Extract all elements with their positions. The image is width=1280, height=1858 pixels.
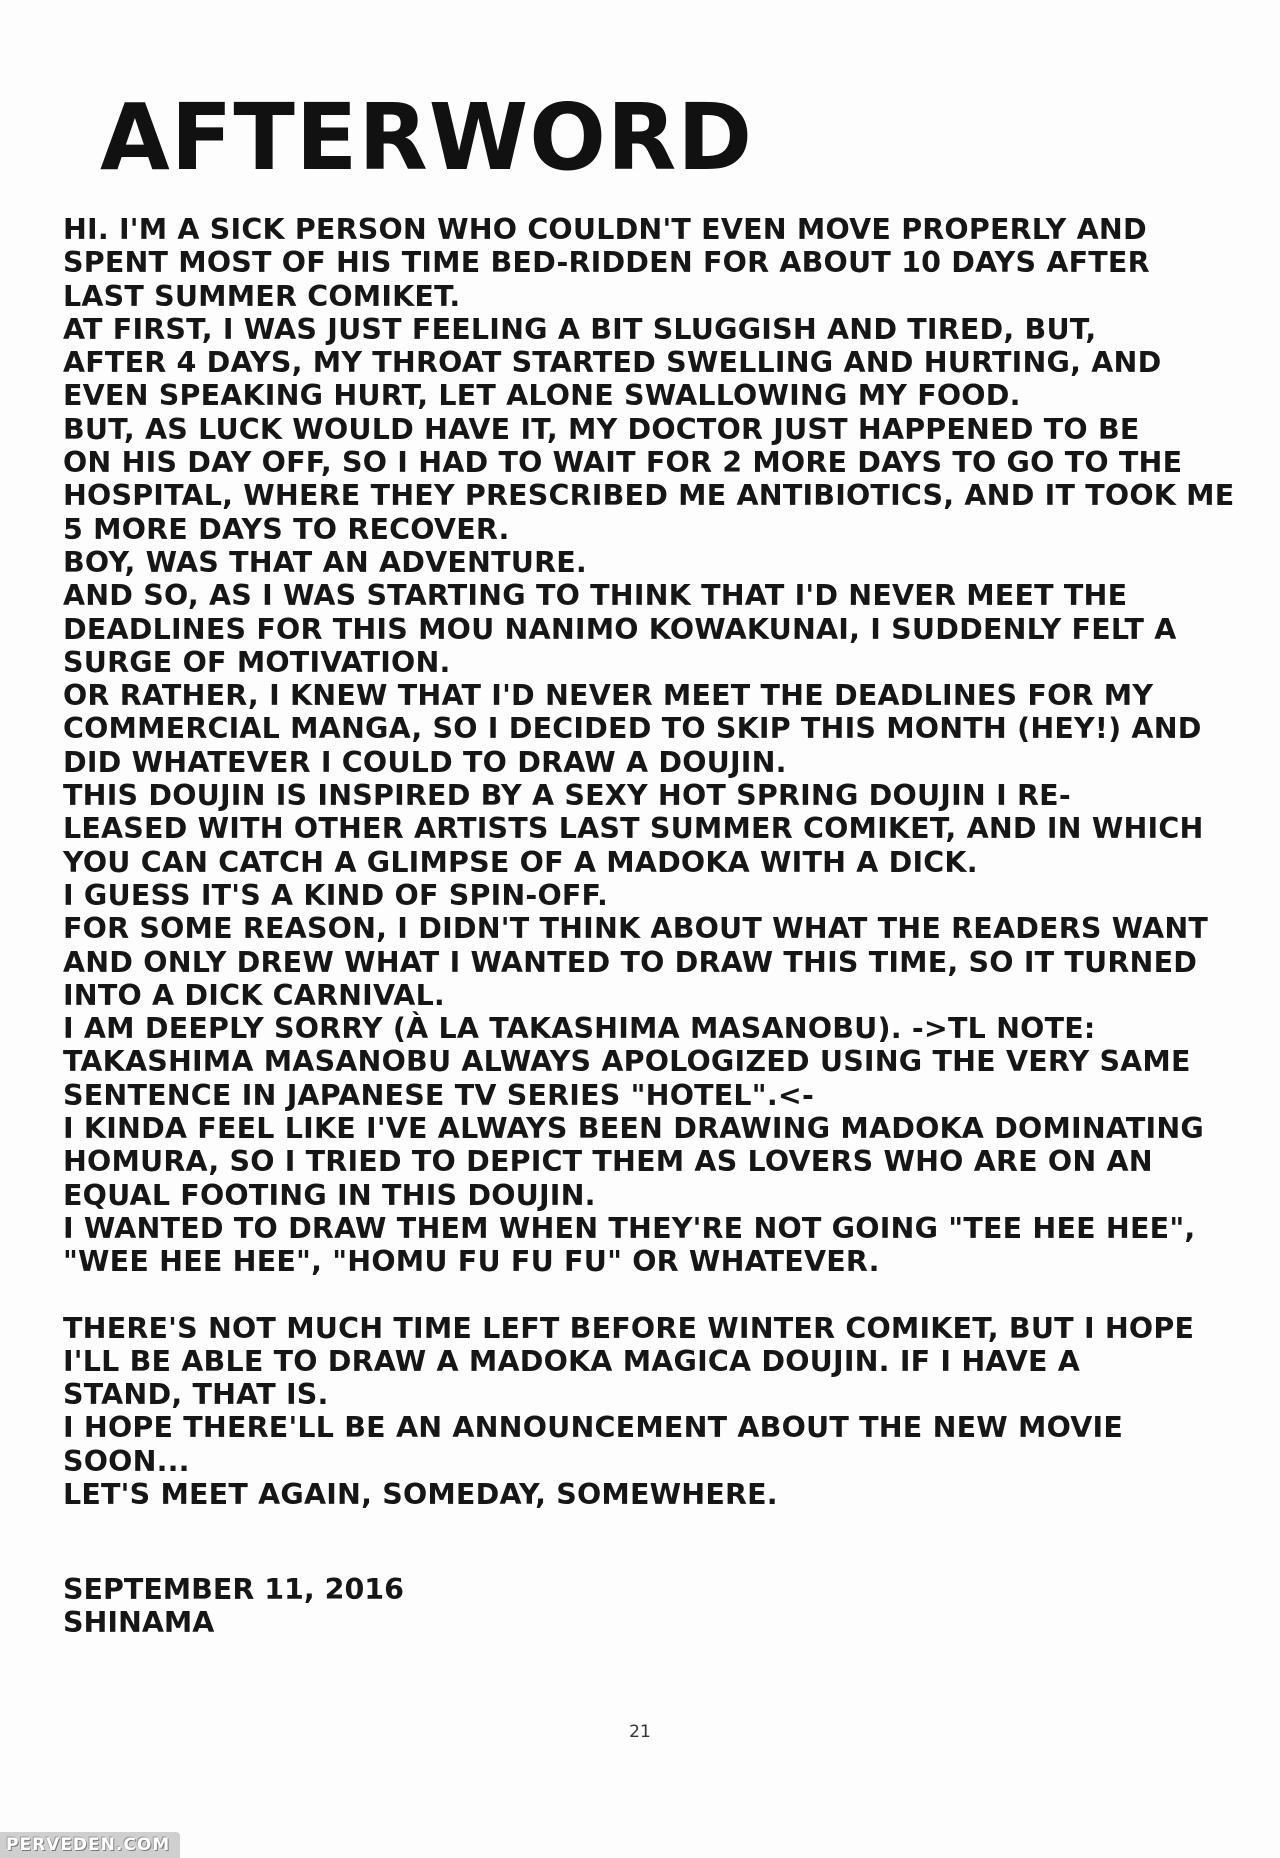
afterword-body <box>63 213 1243 1511</box>
text-line: LET'S MEET AGAIN, SOMEDAY, SOMEWHERE. <box>63 1477 778 1511</box>
page-number: 21 <box>629 1722 651 1742</box>
text-line: THIS DOUJIN IS INSPIRED BY A SEXY HOT SPRING DOUJIN I RE- <box>63 779 1071 813</box>
text-line: INTO A DICK CARNIVAL. <box>63 978 445 1012</box>
text-line: ON HIS DAY OFF, SO I HAD TO WAIT FOR 2 MORE DAYS TO GO TO THE <box>63 446 1183 480</box>
text-line: AT FIRST, I WAS JUST FEELING A BIT SLUGGISH AND TIRED, BUT, <box>63 312 1097 346</box>
text-line: I AM DEEPLY SORRY (À LA TAKASHIMA MASANOBU). ->TL NOTE: <box>63 1012 1096 1046</box>
paragraph-main <box>63 213 1243 1279</box>
text-line: BOY, WAS THAT AN ADVENTURE. <box>63 545 587 579</box>
text-line: SURGE OF MOTIVATION. <box>63 645 451 679</box>
signature-block <box>63 1573 404 1639</box>
paragraph-closing <box>63 1312 1243 1512</box>
signature-author: SHINAMA <box>63 1606 215 1639</box>
page-title: AFTERWORD <box>100 84 754 191</box>
text-line: SOON... <box>63 1444 190 1478</box>
paragraph-gap <box>63 1279 1243 1312</box>
signature-date: SEPTEMBER 11, 2016 <box>63 1573 404 1606</box>
site-watermark <box>0 1832 180 1858</box>
watermark-text: PERVEDEN.COM <box>6 1835 171 1855</box>
text-line: I'LL BE ABLE TO DRAW A MADOKA MAGICA DOUJIN. IF I HAVE A <box>63 1344 1081 1378</box>
text-line: DEADLINES FOR THIS MOU NANIMO KOWAKUNAI, I SUDDENLY FELT A <box>63 612 1177 646</box>
text-line: DID WHATEVER I COULD TO DRAW A DOUJIN. <box>63 745 787 779</box>
text-line: HOMURA, SO I TRIED TO DEPICT THEM AS LOVERS WHO ARE ON AN <box>63 1145 1153 1179</box>
text-line: I HOPE THERE'LL BE AN ANNOUNCEMENT ABOUT THE NEW MOVIE <box>63 1411 1124 1445</box>
text-line: OR RATHER, I KNEW THAT I'D NEVER MEET THE DEADLINES FOR MY <box>63 679 1154 713</box>
text-line: 5 MORE DAYS TO RECOVER. <box>63 512 510 546</box>
text-line: LAST SUMMER COMIKET. <box>63 279 461 313</box>
text-line: BUT, AS LUCK WOULD HAVE IT, MY DOCTOR JUST HAPPENED TO BE <box>63 412 1140 446</box>
text-line: LEASED WITH OTHER ARTISTS LAST SUMMER COMIKET, AND IN WHICH <box>63 812 1204 846</box>
text-line: FOR SOME REASON, I DIDN'T THINK ABOUT WHAT THE READERS WANT <box>63 912 1209 946</box>
text-line: TAKASHIMA MASANOBU ALWAYS APOLOGIZED USING THE VERY SAME <box>63 1045 1191 1079</box>
text-line: EQUAL FOOTING IN THIS DOUJIN. <box>63 1178 596 1212</box>
text-line: SPENT MOST OF HIS TIME BED-RIDDEN FOR ABOUT 10 DAYS AFTER <box>63 246 1150 280</box>
text-line: "WEE HEE HEE", "HOMU FU FU FU" OR WHATEVER. <box>63 1245 880 1279</box>
text-line: COMMERCIAL MANGA, SO I DECIDED TO SKIP THIS MONTH (HEY!) AND <box>63 712 1202 746</box>
text-line: I GUESS IT'S A KIND OF SPIN-OFF. <box>63 878 609 912</box>
text-line: I KINDA FEEL LIKE I'VE ALWAYS BEEN DRAWING MADOKA DOMINATING <box>63 1112 1205 1146</box>
text-line: I WANTED TO DRAW THEM WHEN THEY'RE NOT GOING "TEE HEE HEE", <box>63 1211 1196 1245</box>
text-line: AFTER 4 DAYS, MY THROAT STARTED SWELLING AND HURTING, AND <box>63 346 1162 380</box>
text-line: YOU CAN CATCH A GLIMPSE OF A MADOKA WITH A DICK. <box>63 845 978 879</box>
text-line: HOSPITAL, WHERE THEY PRESCRIBED ME ANTIBIOTICS, AND IT TOOK ME <box>63 479 1235 513</box>
text-line: AND ONLY DREW WHAT I WANTED TO DRAW THIS TIME, SO IT TURNED <box>63 945 1198 979</box>
text-line: THERE'S NOT MUCH TIME LEFT BEFORE WINTER COMIKET, BUT I HOPE <box>63 1311 1195 1345</box>
text-line: SENTENCE IN JAPANESE TV SERIES "HOTEL".<- <box>63 1078 814 1112</box>
text-line: EVEN SPEAKING HURT, LET ALONE SWALLOWING MY FOOD. <box>63 379 1021 413</box>
text-line: STAND, THAT IS. <box>63 1378 329 1412</box>
text-line: AND SO, AS I WAS STARTING TO THINK THAT I'D NEVER MEET THE <box>63 579 1128 613</box>
text-line: HI. I'M A SICK PERSON WHO COULDN'T EVEN MOVE PROPERLY AND <box>63 213 1147 246</box>
